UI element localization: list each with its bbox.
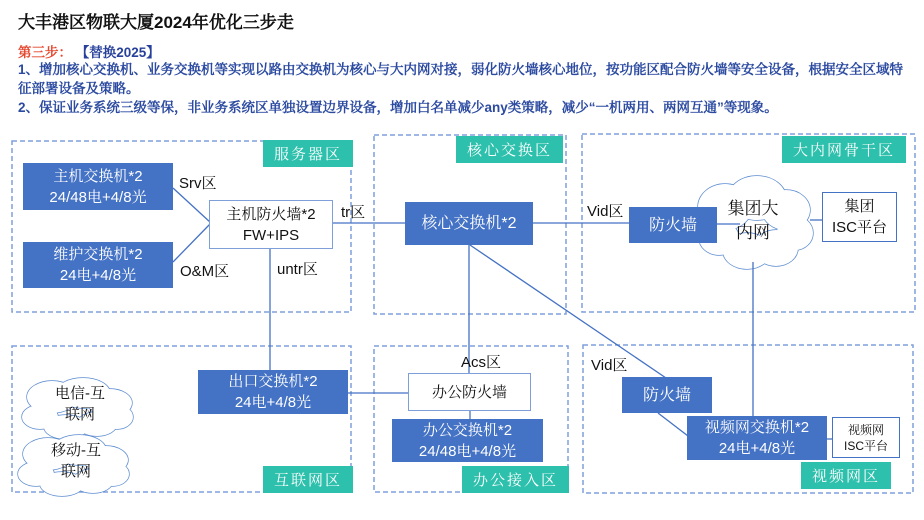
node-exit-switch: 出口交换机*2 24电+4/8光 <box>198 370 348 414</box>
link-label-untr: untr区 <box>277 261 318 278</box>
mobile-internet-cloud: 移动-互 联网 <box>51 442 101 480</box>
node-group-isc-platform: 集团 ISC平台 <box>822 192 897 242</box>
link-label-vid-top: Vid区 <box>587 203 624 220</box>
node-office-firewall: 办公防火墙 <box>408 373 531 411</box>
node-host-switch: 主机交换机*2 24/48电+4/8光 <box>23 163 173 210</box>
node-video-firewall: 防火墙 <box>622 377 712 413</box>
zone-label-video: 视频网区 <box>801 462 891 489</box>
link-label-om: O&M区 <box>180 263 230 280</box>
node-host-firewall: 主机防火墙*2 FW+IPS <box>209 200 333 249</box>
zone-label-core: 核心交换区 <box>456 136 563 163</box>
step-label: 第三步： <box>18 45 72 60</box>
zone-label-internet: 互联网区 <box>263 466 353 493</box>
description-point-1: 1、增加核心交换机、业务交换机等实现以路由交换机为核心与大内网对接，弱化防火墙核心地位，按功能区配合防火墙等安全设备，根据安全区域特征部署设备及策略。 <box>18 62 904 96</box>
node-video-isc-platform: 视频网 ISC平台 <box>832 417 900 458</box>
telecom-internet-cloud: 电信-互 联网 <box>55 385 105 423</box>
node-core-switch: 核心交换机*2 <box>405 202 533 245</box>
link-label-tr: tr区 <box>341 204 366 221</box>
link-videofirewall-videoswitch <box>658 413 688 436</box>
step-tag: 【替换2025】 <box>75 45 160 60</box>
zone-label-intranet: 大内网骨干区 <box>782 136 906 163</box>
description-point-2: 2、保证业务系统三级等保，非业务系统区单独设置边界设备，增加白名单减少any类策略，减少“一机两用、两网互通”等现象。 <box>18 100 778 115</box>
zone-label-server: 服务器区 <box>263 140 353 167</box>
node-video-switch: 视频网交换机*2 24电+4/8光 <box>687 416 827 460</box>
group-intranet-cloud: 集团大 内网 <box>727 199 779 242</box>
node-office-switch: 办公交换机*2 24/48电+4/8光 <box>392 419 543 462</box>
link-hostswitch-firewall <box>173 188 211 223</box>
link-label-vid-bottom: Vid区 <box>591 357 628 374</box>
node-intranet-firewall: 防火墙 <box>629 207 717 243</box>
page-title: 大丰港区物联大厦2024年优化三步走 <box>18 13 294 32</box>
zone-label-office: 办公接入区 <box>462 466 569 493</box>
node-maintenance-switch: 维护交换机*2 24电+4/8光 <box>23 242 173 288</box>
link-label-acs: Acs区 <box>461 354 502 371</box>
link-label-srv: Srv区 <box>179 175 217 192</box>
link-maintswitch-firewall <box>173 223 211 262</box>
